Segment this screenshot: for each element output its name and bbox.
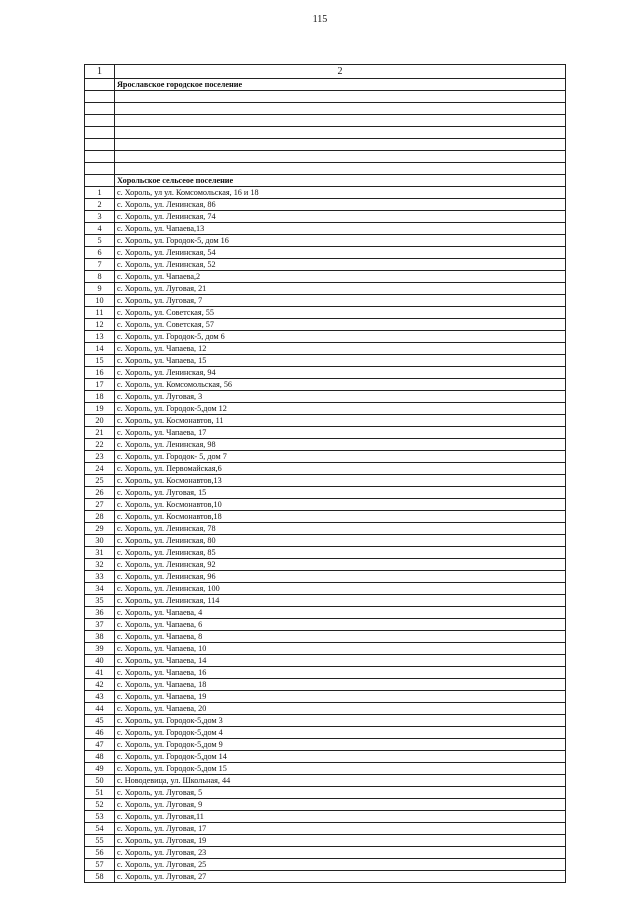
row-number: 15 [85,355,115,367]
table-row [85,343,566,355]
table-row [85,391,566,403]
section-row-khorolskoe [85,175,566,187]
row-number: 28 [85,511,115,523]
row-address: с. Хороль, ул. Луговая, 15 [115,487,566,499]
empty-cell [85,103,115,115]
row-address: с. Хороль, ул. Городок-5,дом 9 [115,739,566,751]
table-row [85,199,566,211]
table-row [85,691,566,703]
table-row [85,799,566,811]
table-row [85,451,566,463]
row-address: с. Хороль, ул. Ленинская, 85 [115,547,566,559]
row-number: 20 [85,415,115,427]
row-number: 49 [85,763,115,775]
row-address: с. Хороль, ул. Советская, 57 [115,319,566,331]
header-col-2: 2 [115,65,566,79]
empty-cell [85,151,115,163]
table-row [85,331,566,343]
row-number: 36 [85,607,115,619]
row-number: 33 [85,571,115,583]
empty-cell [115,127,566,139]
table-row [85,487,566,499]
table-row [85,223,566,235]
row-number: 39 [85,643,115,655]
row-number: 52 [85,799,115,811]
table-row [85,355,566,367]
row-number: 26 [85,487,115,499]
row-address: с. Хороль, ул. Городок-5, дом 16 [115,235,566,247]
empty-row [85,103,566,115]
page-number: 115 [312,14,328,25]
row-address: с. Хороль, ул. Городок-5,дом 4 [115,727,566,739]
table-row [85,787,566,799]
table-row [85,295,566,307]
row-number: 56 [85,847,115,859]
row-number: 16 [85,367,115,379]
row-address: с. Хороль, ул. Луговая, 5 [115,787,566,799]
table-row [85,463,566,475]
row-number: 35 [85,595,115,607]
table-row [85,571,566,583]
row-number: 13 [85,331,115,343]
table-row [85,727,566,739]
row-number: 48 [85,751,115,763]
table-row [85,523,566,535]
row-address: с. Хороль, ул. Космонавтов,13 [115,475,566,487]
empty-row [85,91,566,103]
section-title-khorolskoe: Хорольское сельсеое поселение [115,175,566,187]
table-row [85,871,566,883]
row-address: с. Хороль, ул. Городок-5,дом 15 [115,763,566,775]
row-address: с. Хороль, ул. Ленинская, 86 [115,199,566,211]
empty-cell [85,139,115,151]
row-number: 57 [85,859,115,871]
table-row [85,775,566,787]
row-address: с. Хороль, ул. Ленинская, 114 [115,595,566,607]
empty-row [85,151,566,163]
row-address: с. Хороль, ул. Луговая, 23 [115,847,566,859]
row-number: 37 [85,619,115,631]
table-row [85,367,566,379]
table-row [85,751,566,763]
table-row [85,307,566,319]
row-number: 6 [85,247,115,259]
row-number: 22 [85,439,115,451]
row-number: 29 [85,523,115,535]
section-row-yaroslavskoe [85,79,566,91]
table-row [85,823,566,835]
table-row [85,211,566,223]
table-header-row [85,65,566,79]
table-row [85,511,566,523]
row-number: 46 [85,727,115,739]
row-address: с. Хороль, ул. Луговая, 27 [115,871,566,883]
table-row [85,559,566,571]
row-number: 42 [85,679,115,691]
row-address: с. Хороль, ул. Чапаева, 18 [115,679,566,691]
table-row [85,811,566,823]
row-number: 8 [85,271,115,283]
table-row [85,283,566,295]
empty-cell [115,115,566,127]
table-row [85,427,566,439]
table-row [85,667,566,679]
row-address: с. Хороль, ул. Городок-5, дом 6 [115,331,566,343]
row-address: с. Хороль, ул. Ленинская, 98 [115,439,566,451]
table-row [85,619,566,631]
row-address: с. Хороль, ул. Космонавтов, 11 [115,415,566,427]
table-row [85,859,566,871]
row-number: 5 [85,235,115,247]
row-number: 32 [85,559,115,571]
row-address: с. Хороль, ул. Городок-5,дом 3 [115,715,566,727]
row-number: 24 [85,463,115,475]
row-number: 50 [85,775,115,787]
row-number: 27 [85,499,115,511]
table-row [85,187,566,199]
empty-cell [85,115,115,127]
empty-row [85,115,566,127]
section-num-cell [85,79,115,91]
table-row [85,247,566,259]
row-number: 23 [85,451,115,463]
row-number: 34 [85,583,115,595]
row-number: 1 [85,187,115,199]
row-address: с. Хороль, ул. Луговая, 21 [115,283,566,295]
row-number: 7 [85,259,115,271]
table-row [85,475,566,487]
empty-row [85,139,566,151]
empty-cell [115,91,566,103]
header-col-1: 1 [85,65,115,79]
empty-cell [85,91,115,103]
empty-row [85,163,566,175]
table-row [85,271,566,283]
row-number: 51 [85,787,115,799]
row-address: с. Хороль, ул. Первомайская,6 [115,463,566,475]
section-title-yaroslavskoe: Ярославское городское поселение [115,79,566,91]
table-row [85,403,566,415]
row-address: с. Хороль, ул. Чапаева,2 [115,271,566,283]
empty-cell [85,163,115,175]
row-address: с. Хороль, ул ул. Комсомольская, 16 и 18 [115,187,566,199]
table-row [85,499,566,511]
row-number: 3 [85,211,115,223]
row-address: с. Хороль, ул. Советская, 55 [115,307,566,319]
row-address: с. Хороль, ул. Луговая,11 [115,811,566,823]
row-address: с. Новодевица, ул. Школьная, 44 [115,775,566,787]
row-address: с. Хороль, ул. Ленинская, 74 [115,211,566,223]
table-row [85,259,566,271]
row-address: с. Хороль, ул. Ленинская, 80 [115,535,566,547]
row-address: с. Хороль, ул. Ленинская, 78 [115,523,566,535]
table-row [85,703,566,715]
table-row [85,739,566,751]
row-address: с. Хороль, ул. Луговая, 25 [115,859,566,871]
row-number: 44 [85,703,115,715]
row-address: с. Хороль, ул. Чапаева, 10 [115,643,566,655]
table-row [85,631,566,643]
table-row [85,643,566,655]
empty-cell [85,127,115,139]
row-address: с. Хороль, ул. Городок-5,дом 12 [115,403,566,415]
row-number: 54 [85,823,115,835]
row-number: 14 [85,343,115,355]
row-address: с. Хороль, ул. Чапаева, 8 [115,631,566,643]
table-row [85,607,566,619]
table-row [85,679,566,691]
row-number: 31 [85,547,115,559]
row-address: с. Хороль, ул. Луговая, 17 [115,823,566,835]
empty-cell [115,151,566,163]
table-row [85,715,566,727]
empty-cell [115,163,566,175]
section-num-cell [85,175,115,187]
table-row [85,583,566,595]
table-row [85,847,566,859]
row-number: 11 [85,307,115,319]
table-row [85,439,566,451]
empty-cell [115,103,566,115]
row-address: с. Хороль, ул. Луговая, 3 [115,391,566,403]
row-number: 2 [85,199,115,211]
row-number: 4 [85,223,115,235]
row-address: с. Хороль, ул. Ленинская, 96 [115,571,566,583]
row-number: 9 [85,283,115,295]
row-number: 30 [85,535,115,547]
row-address: с. Хороль, ул. Ленинская, 54 [115,247,566,259]
row-address: с. Хороль, ул. Луговая, 7 [115,295,566,307]
row-number: 38 [85,631,115,643]
table-row [85,655,566,667]
row-address: с. Хороль, ул. Чапаева, 4 [115,607,566,619]
row-number: 25 [85,475,115,487]
table-row [85,595,566,607]
row-number: 10 [85,295,115,307]
table-row [85,235,566,247]
table-row [85,379,566,391]
row-address: с. Хороль, ул. Луговая, 9 [115,799,566,811]
table-row [85,763,566,775]
row-number: 40 [85,655,115,667]
row-number: 19 [85,403,115,415]
address-table [84,64,566,883]
row-address: с. Хороль, ул. Ленинская, 92 [115,559,566,571]
row-number: 53 [85,811,115,823]
row-address: с. Хороль, ул. Ленинская, 100 [115,583,566,595]
table-row [85,535,566,547]
row-number: 12 [85,319,115,331]
row-address: с. Хороль, ул. Ленинская, 94 [115,367,566,379]
row-address: с. Хороль, ул. Чапаева, 20 [115,703,566,715]
row-address: с. Хороль, ул. Ленинская, 52 [115,259,566,271]
row-number: 17 [85,379,115,391]
row-address: с. Хороль, ул. Луговая, 19 [115,835,566,847]
row-number: 43 [85,691,115,703]
row-address: с. Хороль, ул. Городок-5,дом 14 [115,751,566,763]
row-address: с. Хороль, ул. Космонавтов,10 [115,499,566,511]
row-number: 41 [85,667,115,679]
row-address: с. Хороль, ул. Городок- 5, дом 7 [115,451,566,463]
row-number: 55 [85,835,115,847]
row-address: с. Хороль, ул. Чапаева, 6 [115,619,566,631]
row-address: с. Хороль, ул. Чапаева, 15 [115,355,566,367]
empty-row [85,127,566,139]
row-address: с. Хороль, ул. Чапаева, 14 [115,655,566,667]
table-row [85,415,566,427]
row-number: 47 [85,739,115,751]
row-number: 58 [85,871,115,883]
table-row [85,835,566,847]
row-address: с. Хороль, ул. Чапаева, 17 [115,427,566,439]
row-number: 45 [85,715,115,727]
row-address: с. Хороль, ул. Чапаева, 19 [115,691,566,703]
table-row [85,547,566,559]
row-number: 18 [85,391,115,403]
row-number: 21 [85,427,115,439]
row-address: с. Хороль, ул. Комсомольская, 56 [115,379,566,391]
row-address: с. Хороль, ул. Космонавтов,18 [115,511,566,523]
row-address: с. Хороль, ул. Чапаева,13 [115,223,566,235]
row-address: с. Хороль, ул. Чапаева, 12 [115,343,566,355]
empty-cell [115,139,566,151]
table-row [85,319,566,331]
row-address: с. Хороль, ул. Чапаева, 16 [115,667,566,679]
